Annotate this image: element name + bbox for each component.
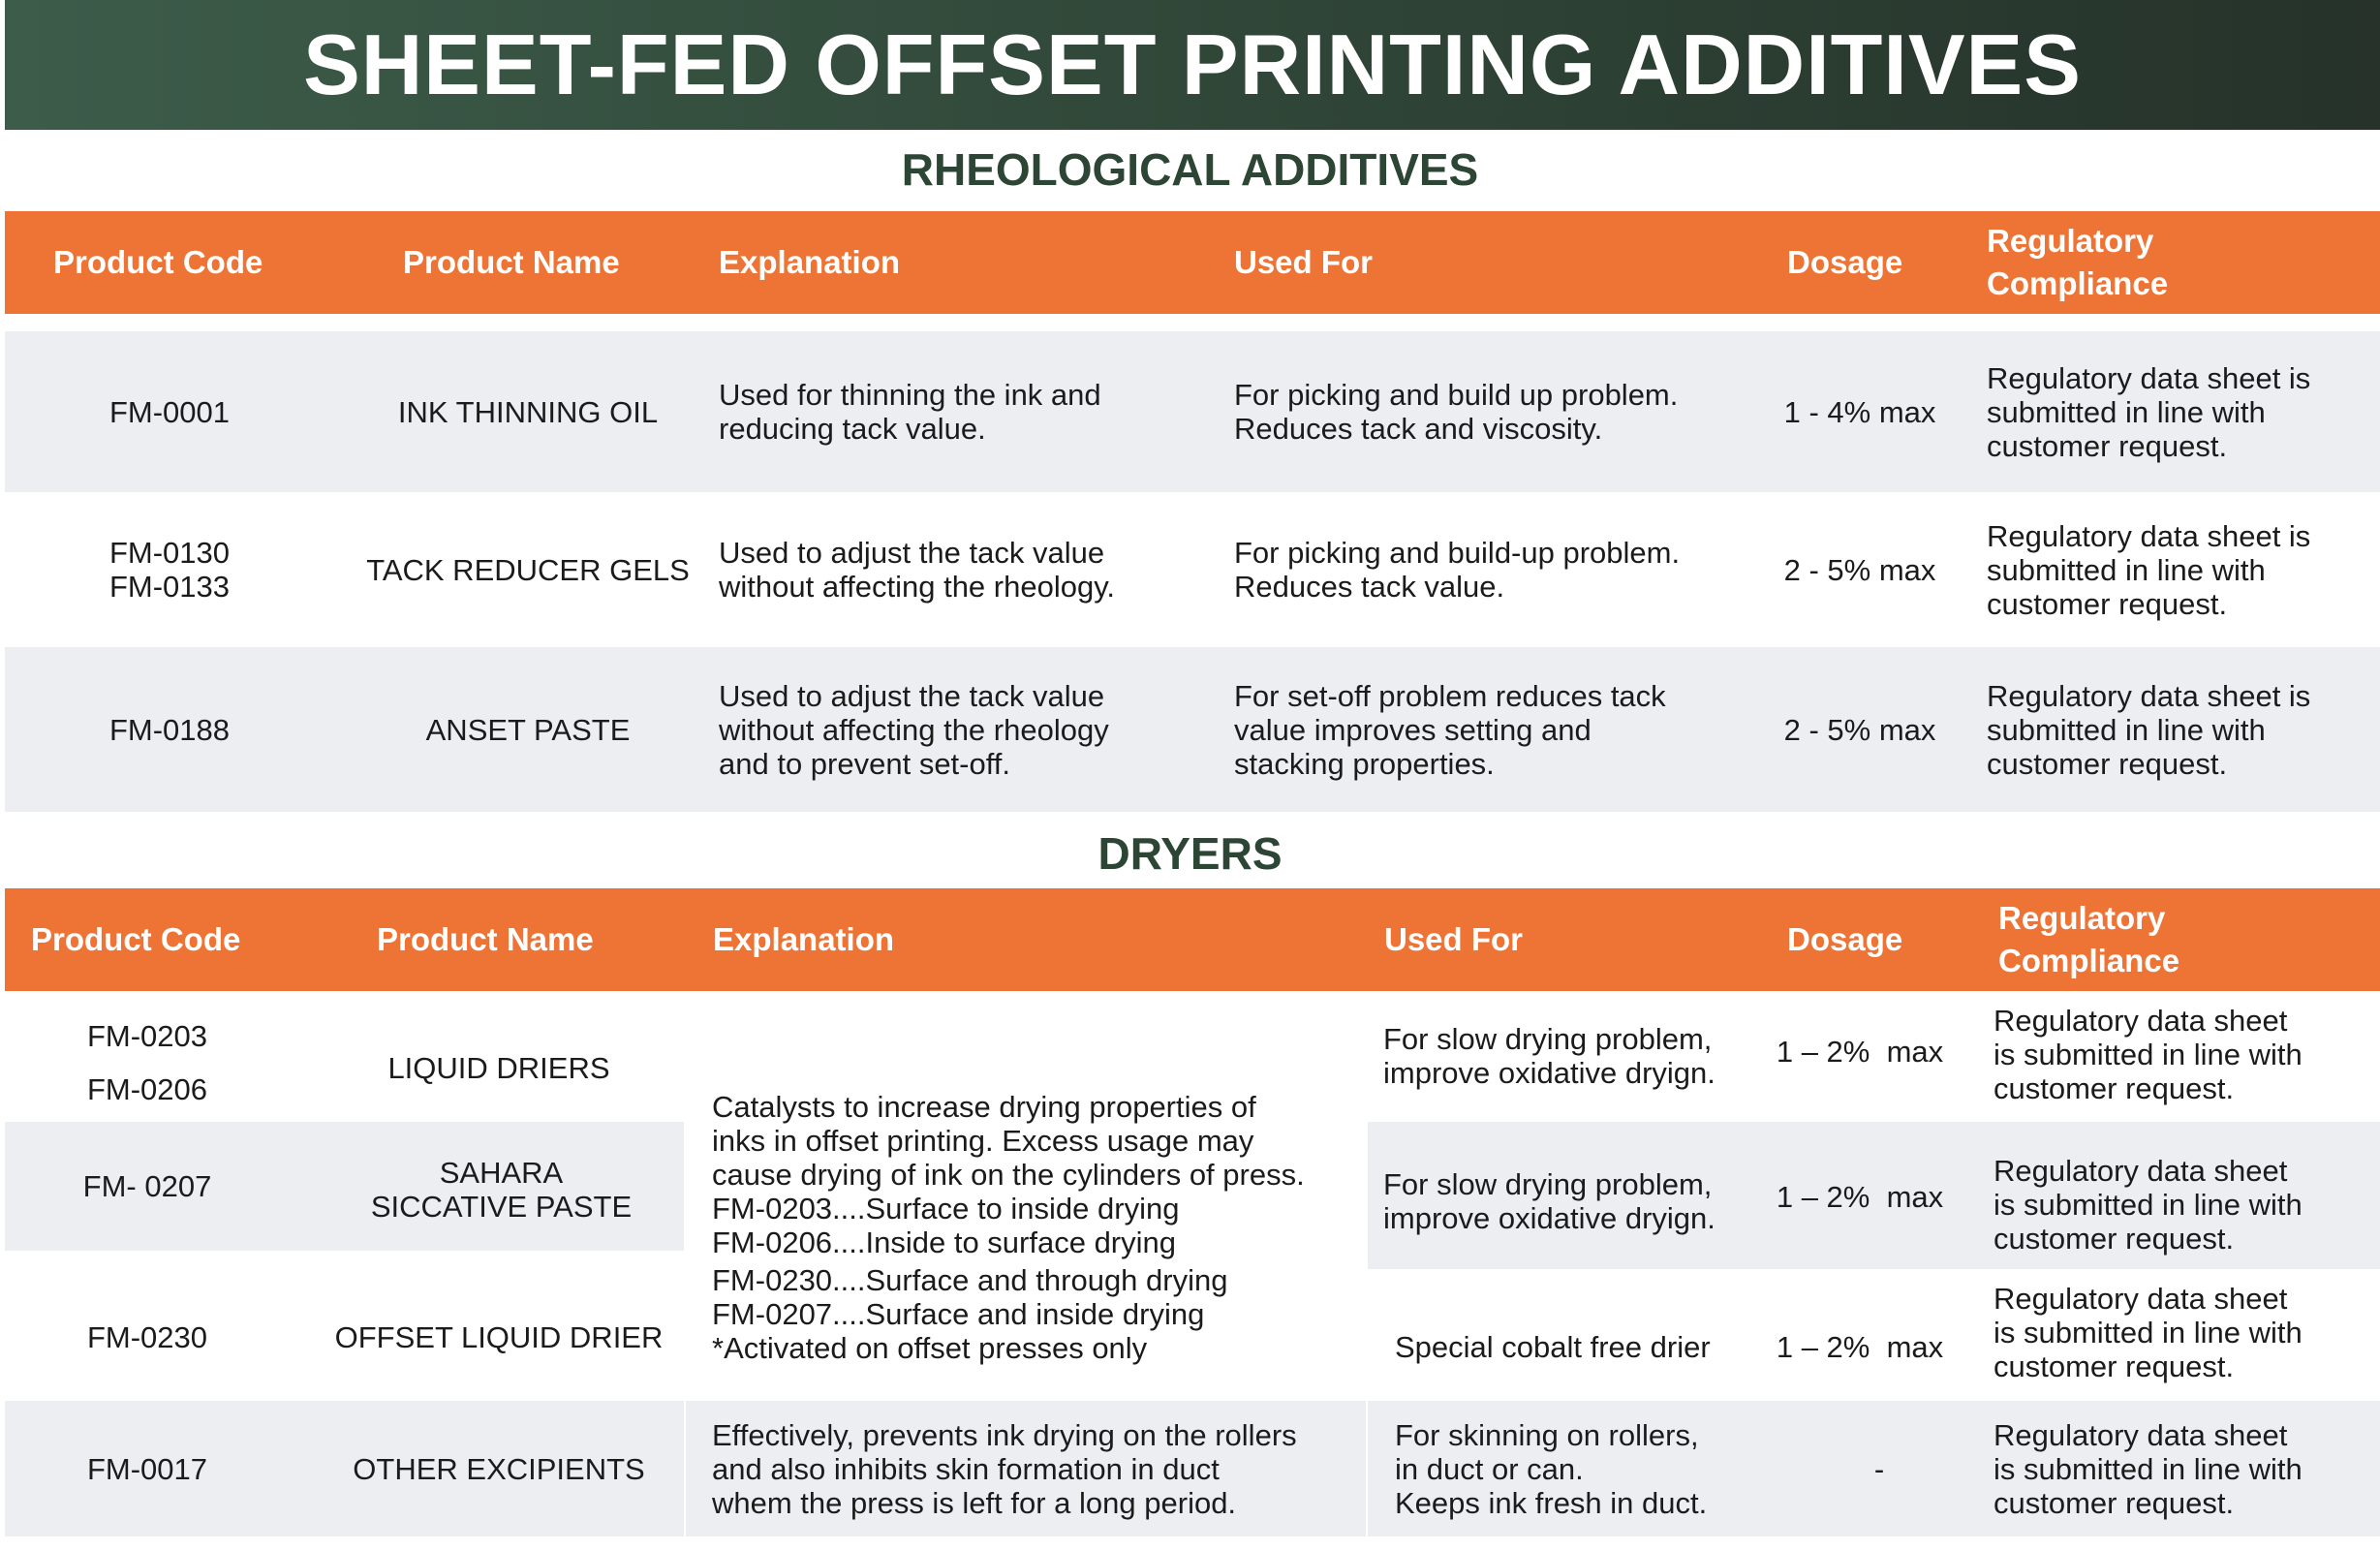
product-code: FM-0188 <box>108 712 231 747</box>
header-regulatory-line2: Compliance <box>1987 265 2169 301</box>
regulatory-cell <box>1987 331 2374 492</box>
used-for-line: stacking properties. <box>1234 746 1495 781</box>
product-code-cell <box>5 1122 290 1251</box>
header-product-code: Product Code <box>53 244 263 280</box>
explanation-line: without affecting the rheology <box>719 712 1109 747</box>
regulatory-line: customer request. <box>1987 746 2228 781</box>
product-name: OTHER EXCIPIENTS <box>353 1451 645 1486</box>
product-code: FM- 0207 <box>82 1169 212 1203</box>
product-code: FM-0017 <box>86 1451 208 1486</box>
table-row <box>5 492 2380 647</box>
product-code: FM-0130 <box>108 536 231 570</box>
header-product-code: Product Code <box>31 921 241 957</box>
product-name-cell <box>334 331 722 492</box>
regulatory-line: Regulatory data sheet <box>1994 1417 2288 1452</box>
regulatory-line: Regulatory data sheet is <box>1987 518 2311 553</box>
explanation-line: cause drying of ink on the cylinders of press. <box>712 1158 1305 1192</box>
regulatory-line: Regulatory data sheet is <box>1987 678 2311 713</box>
dosage-cell <box>1748 492 1971 647</box>
product-name: TACK REDUCER GELS <box>366 552 690 587</box>
dosage: 1 – 2% max <box>1776 1179 1944 1214</box>
explanation-cell <box>719 331 1222 492</box>
explanation-line: FM-0207....Surface and inside drying <box>712 1297 1205 1331</box>
regulatory-line: customer request. <box>1994 1071 2235 1105</box>
header-explanation: Explanation <box>719 244 901 280</box>
table-header-rheological <box>5 211 2380 314</box>
used-for-cell <box>1234 647 1757 812</box>
explanation-line: whem the press is left for a long period. <box>712 1485 1237 1520</box>
product-name: SAHARA <box>439 1155 564 1190</box>
used-for-line: Keeps ink fresh in duct. <box>1395 1485 1708 1520</box>
regulatory-line: customer request. <box>1994 1349 2235 1383</box>
used-for-cell <box>1383 1003 1771 1109</box>
explanation-line: FM-0206....Inside to surface drying <box>712 1225 1177 1259</box>
product-name-cell <box>320 1133 683 1245</box>
used-for-line: Reduces tack value. <box>1234 570 1505 604</box>
header-regulatory-compliance <box>1998 888 2179 991</box>
regulatory-line: customer request. <box>1994 1222 2235 1256</box>
section-title-rheological: RHEOLOGICAL ADDITIVES <box>901 144 1479 195</box>
regulatory-cell <box>1987 647 2374 812</box>
title-banner <box>5 0 2380 130</box>
header-regulatory-compliance <box>1987 211 2168 314</box>
explanation-line: Used for thinning the ink and <box>719 378 1101 412</box>
used-for-line: For slow drying problem, <box>1383 1022 1713 1056</box>
header-used-for: Used For <box>1234 244 1374 280</box>
explanation-line: without affecting the rheology. <box>719 570 1116 604</box>
product-name: LIQUID DRIERS <box>387 1051 610 1085</box>
used-for-line: Special cobalt free drier <box>1395 1329 1711 1364</box>
dosage-cell <box>1782 1401 1976 1536</box>
product-code-cell <box>5 1288 290 1385</box>
regulatory-line: is submitted in line with <box>1994 1315 2303 1349</box>
explanation-cell <box>719 647 1222 812</box>
dosage-cell <box>1748 647 1971 812</box>
used-for-line: in duct or can. <box>1395 1451 1584 1486</box>
regulatory-cell <box>1994 1153 2376 1256</box>
explanation-line: FM-0203....Surface to inside drying <box>712 1192 1180 1225</box>
regulatory-cell <box>1994 1279 2376 1385</box>
explanation-cell <box>712 1401 1361 1536</box>
product-code-cell <box>5 1003 290 1122</box>
product-code: FM-0133 <box>108 570 231 604</box>
dosage: 1 – 2% max <box>1776 1329 1944 1364</box>
product-name-cell <box>334 492 722 647</box>
used-for-cell <box>1383 1153 1771 1250</box>
dosage: 1 – 2% max <box>1776 1034 1944 1069</box>
product-name-cell <box>320 1401 678 1536</box>
product-name-cell <box>320 1288 678 1385</box>
table-row <box>5 647 2380 812</box>
used-for-line: For set-off problem reduces tack <box>1234 678 1666 713</box>
header-product-name: Product Name <box>403 244 620 280</box>
used-for-line: For picking and build-up problem. <box>1234 536 1681 570</box>
explanation-line: inks in offset printing. Excess usage may <box>712 1124 1254 1158</box>
product-code-cell <box>5 647 334 812</box>
explanation-line: Catalysts to increase drying properties of <box>712 1090 1256 1124</box>
dosage: 1 - 4% max <box>1783 394 1936 429</box>
section-title-dryers: DRYERS <box>1097 828 1283 879</box>
product-code-cell <box>5 331 334 492</box>
regulatory-line: customer request. <box>1987 428 2228 463</box>
explanation-line: and also inhibits skin formation in duct <box>712 1451 1220 1486</box>
explanation-line: and to prevent set-off. <box>719 746 1011 781</box>
header-product-name: Product Name <box>377 921 594 957</box>
product-code: FM-0001 <box>108 394 231 429</box>
product-code: FM-0206 <box>86 1071 208 1106</box>
product-name: ANSET PASTE <box>425 712 631 747</box>
used-for-line: For slow drying problem, <box>1383 1167 1713 1201</box>
regulatory-line: Regulatory data sheet <box>1994 1154 2288 1188</box>
regulatory-line: Regulatory data sheet <box>1994 1281 2288 1316</box>
dosage: - <box>1873 1451 1885 1486</box>
regulatory-cell <box>1994 1003 2376 1106</box>
used-for-cell <box>1234 331 1757 492</box>
used-for-line: For picking and build up problem. <box>1234 378 1679 412</box>
regulatory-line: Regulatory data sheet <box>1994 1004 2288 1038</box>
dosage: 2 - 5% max <box>1783 552 1936 587</box>
regulatory-line: customer request. <box>1987 586 2228 621</box>
used-for-line: For skinning on rollers, <box>1395 1417 1699 1452</box>
used-for-cell <box>1234 492 1757 647</box>
page-title: SHEET-FED OFFSET PRINTING ADDITIVES <box>303 16 2082 112</box>
used-for-line: improve oxidative dryign. <box>1383 1056 1715 1090</box>
product-name: SICCATIVE PASTE <box>370 1189 633 1224</box>
explanation-line: Used to adjust the tack value <box>719 678 1105 713</box>
dosage: 2 - 5% max <box>1783 712 1936 747</box>
header-used-for: Used For <box>1384 921 1524 957</box>
explanation-line: *Activated on offset presses only <box>712 1331 1148 1365</box>
dosage-cell <box>1748 331 1971 492</box>
used-for-line: Reduces tack and viscosity. <box>1234 412 1603 446</box>
explanation-line: Used to adjust the tack value <box>719 536 1105 570</box>
shared-explanation-cell <box>712 1090 1361 1371</box>
product-name-cell <box>320 1003 678 1133</box>
dosage-cell <box>1763 1148 1957 1245</box>
regulatory-line: submitted in line with <box>1987 712 2266 747</box>
regulatory-line: is submitted in line with <box>1994 1188 2303 1222</box>
header-explanation: Explanation <box>713 921 895 957</box>
regulatory-line: is submitted in line with <box>1994 1038 2303 1071</box>
dosage-cell <box>1763 1298 1957 1395</box>
regulatory-line: submitted in line with <box>1987 552 2266 587</box>
product-code-cell <box>5 1401 290 1536</box>
product-code-cell <box>5 492 334 647</box>
used-for-cell <box>1395 1401 1782 1536</box>
header-dosage: Dosage <box>1787 244 1903 280</box>
table-header-dryers <box>5 888 2380 991</box>
regulatory-line: submitted in line with <box>1987 394 2266 429</box>
regulatory-line: customer request. <box>1994 1485 2235 1520</box>
product-code: FM-0203 <box>86 1018 208 1053</box>
header-regulatory-line1: Regulatory <box>1998 900 2166 936</box>
explanation-line: FM-0230....Surface and through drying <box>712 1263 1228 1297</box>
regulatory-cell <box>1987 492 2374 647</box>
explanation-line: reducing tack value. <box>719 412 986 446</box>
used-for-cell <box>1395 1298 1782 1395</box>
regulatory-cell <box>1994 1401 2376 1536</box>
table-row <box>5 331 2380 492</box>
header-regulatory-line2: Compliance <box>1998 943 2180 978</box>
header-regulatory-line1: Regulatory <box>1987 223 2154 259</box>
explanation-cell <box>719 492 1222 647</box>
regulatory-line: is submitted in line with <box>1994 1451 2303 1486</box>
product-name: INK THINNING OIL <box>397 394 659 429</box>
used-for-line: improve oxidative dryign. <box>1383 1201 1715 1235</box>
used-for-line: value improves setting and <box>1234 712 1592 747</box>
product-name: OFFSET LIQUID DRIER <box>334 1319 664 1354</box>
header-dosage: Dosage <box>1787 921 1903 957</box>
product-code: FM-0230 <box>86 1319 208 1354</box>
dosage-cell <box>1763 1003 1957 1100</box>
product-name-cell <box>334 647 722 812</box>
regulatory-line: Regulatory data sheet is <box>1987 360 2311 395</box>
explanation-line: Effectively, prevents ink drying on the rollers <box>712 1417 1297 1452</box>
